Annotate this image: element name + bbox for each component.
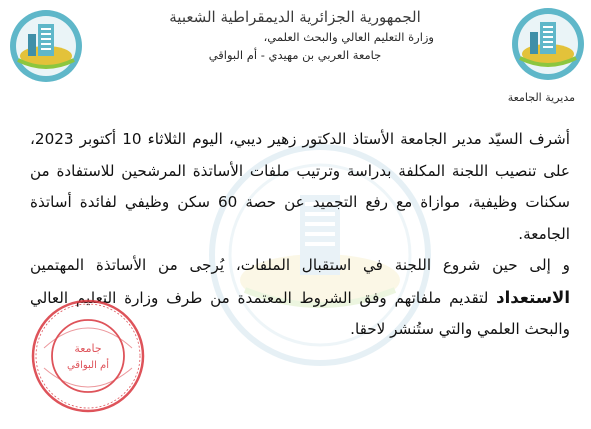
paragraph-2-start: و إلى حين شروع اللجنة في استقبال الملفات، يُرجى من الأساتذة المهتمين: [30, 256, 570, 274]
directorate-label: مديرية الجامعة: [507, 91, 575, 104]
university-logo-icon: [510, 6, 586, 82]
paragraph-2-bold: الاستعداد: [496, 287, 570, 307]
university-logo-icon: [8, 8, 84, 84]
paragraph-2-end: لتقديم ملفاتهم وفق الشروط المعتمدة من طرف وزارة التعليم العالي والبحث العلمي والتي ستُنشر لاحقا.: [30, 288, 570, 338]
letterhead: [150, 6, 440, 64]
ministry-title: وزارة التعليم العالي والبحث العلمي،: [263, 30, 434, 44]
stamp-line-1: جامعة: [74, 342, 102, 355]
republic-title: الجمهورية الجزائرية الديمقراطية الشعبية: [169, 8, 421, 26]
paragraph-1: أشرف السيّد مدير الجامعة الأستاذ الدكتور زهير ديبي، اليوم الثلاثاء 10 أكتوبر 2023، على تنصيب اللجنة المكلفة بدراسة وترتيب ملفات الأساتذة المرشحين للاستفادة من سكنات وظيفية، موازاة مع رفع التجميد عن حصة 60 سكن وظيفي لفائدة أساتذة الجامعة.: [30, 130, 571, 243]
university-title: جامعة العربي بن مهيدي - أم البواقي: [208, 48, 382, 62]
official-stamp-icon: [30, 298, 146, 414]
stamp-line-2: أم البواقي: [66, 360, 110, 371]
